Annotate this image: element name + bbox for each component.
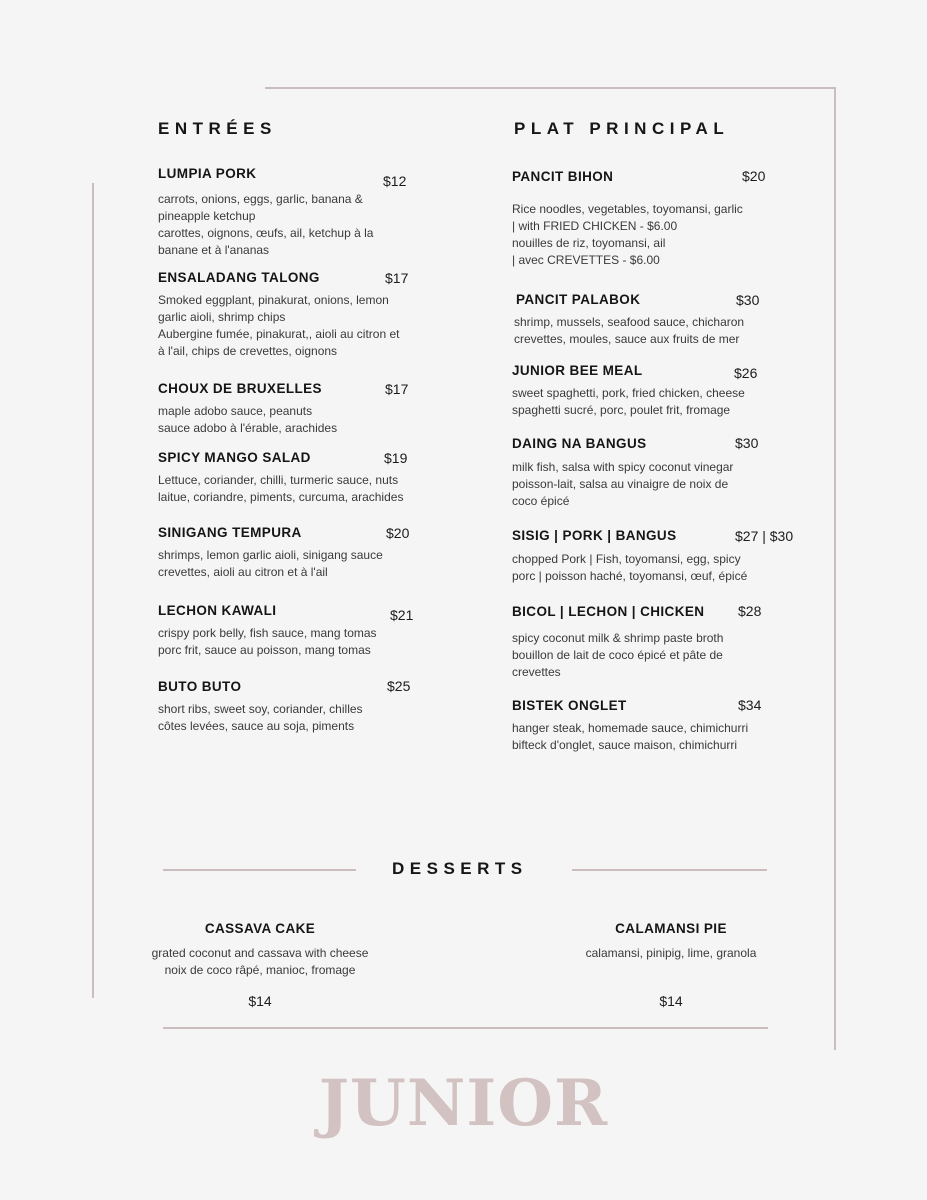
item-name: CHOUX DE BRUXELLES <box>158 381 322 396</box>
item-name: SINIGANG TEMPURA <box>158 525 302 540</box>
item-price: $26 <box>734 365 758 381</box>
item-name: BISTEK ONGLET <box>512 698 627 713</box>
item-name: ENSALADANG TALONG <box>158 270 320 285</box>
brand-logo: JUNIOR <box>318 1066 609 1141</box>
dessert-description: calamansi, pinipig, lime, granola <box>585 946 757 960</box>
dessert-price: $14 <box>659 993 683 1009</box>
dessert-item-calamansi-pie <box>551 921 791 1011</box>
item-price: $30 <box>736 292 760 308</box>
desserts-bottom-rule <box>163 1027 768 1029</box>
item-price: $19 <box>384 450 408 466</box>
item-name: BICOL | LECHON | CHICKEN <box>512 604 705 619</box>
item-price: $17 <box>385 270 409 286</box>
item-name: LUMPIA PORK <box>158 166 257 181</box>
dessert-description: grated coconut and cassava with cheese noix de coco râpé, manioc, fromage <box>151 946 369 977</box>
item-price: $28 <box>738 603 762 619</box>
item-name: PANCIT PALABOK <box>516 292 641 307</box>
item-price: $25 <box>387 678 411 694</box>
desserts-right-rule <box>572 869 767 871</box>
item-description: crispy pork belly, fish sauce, mang tomas porc frit, sauce au poisson, mang tomas <box>158 626 377 657</box>
item-description: sweet spaghetti, pork, fried chicken, cheese spaghetti sucré, porc, poulet frit, fromage <box>512 386 745 417</box>
dessert-price: $14 <box>248 993 272 1009</box>
item-description: Rice noodles, vegetables, toyomansi, garlic | with FRIED CHICKEN - $6.00 nouilles de riz, toyomansi, ail | avec CREVETTES - $6.00 <box>512 202 743 267</box>
item-price: $20 <box>742 168 766 184</box>
desserts-left-rule <box>163 869 356 871</box>
item-name: DAING NA BANGUS <box>512 436 647 451</box>
entrees-title: ENTRÉES <box>158 119 277 138</box>
item-price: $12 <box>383 173 407 189</box>
item-description: shrimp, mussels, seafood sauce, chicharon crevettes, moules, sauce aux fruits de mer <box>514 315 745 346</box>
item-price: $21 <box>390 607 414 623</box>
item-price: $34 <box>738 697 762 713</box>
item-description: spicy coconut milk & shrimp paste broth bouillon de lait de coco épicé et pâte de crevettes <box>512 631 724 679</box>
dessert-name: CASSAVA CAKE <box>204 921 316 936</box>
item-price: $17 <box>385 381 409 397</box>
item-name: BUTO BUTO <box>158 679 242 694</box>
item-name: LECHON KAWALI <box>158 603 277 618</box>
dessert-item-cassava-cake <box>140 921 380 1011</box>
item-description: short ribs, sweet soy, coriander, chilles côtes levées, sauce au soja, piments <box>158 702 363 733</box>
item-name: SPICY MANGO SALAD <box>158 450 311 465</box>
plat-principal-title: PLAT PRINCIPAL <box>514 119 730 138</box>
frame-top-line <box>265 87 836 89</box>
item-description: carrots, onions, eggs, garlic, banana & pineapple ketchup carottes, oignons, œufs, ail, ketchup à la banane et à l'ananas <box>158 192 374 257</box>
item-description: shrimps, lemon garlic aioli, sinigang sauce crevettes, aioli au citron et à l'ail <box>158 548 383 579</box>
item-price: $30 <box>735 435 759 451</box>
item-description: hanger steak, homemade sauce, chimichurri bifteck d'onglet, sauce maison, chimichurri <box>512 721 749 752</box>
item-name: PANCIT BIHON <box>512 169 614 184</box>
item-price: $27 | $30 <box>735 528 794 544</box>
item-description: Smoked eggplant, pinakurat, onions, lemon garlic aioli, shrimp chips Aubergine fumée, pinakurat,, aioli au citron et à l'ail, chips de crevettes, oignons <box>158 293 400 358</box>
item-description: milk fish, salsa with spicy coconut vinegar poisson-lait, salsa au vinaigre de noix de coco épicé <box>512 460 734 508</box>
dessert-name: CALAMANSI PIE <box>615 921 727 936</box>
frame-left-line <box>92 183 94 998</box>
desserts-title: DESSERTS <box>392 859 528 878</box>
frame-right-line <box>834 87 836 1050</box>
item-description: maple adobo sauce, peanuts sauce adobo à l'érable, arachides <box>158 404 338 435</box>
item-description: chopped Pork | Fish, toyomansi, egg, spicy porc | poisson haché, toyomansi, œuf, épicé <box>512 552 748 583</box>
item-price: $20 <box>386 525 410 541</box>
item-name: JUNIOR BEE MEAL <box>512 363 643 378</box>
item-name: SISIG | PORK | BANGUS <box>512 528 677 543</box>
item-description: Lettuce, coriander, chilli, turmeric sauce, nuts laitue, coriandre, piments, curcuma, arachides <box>158 473 404 504</box>
